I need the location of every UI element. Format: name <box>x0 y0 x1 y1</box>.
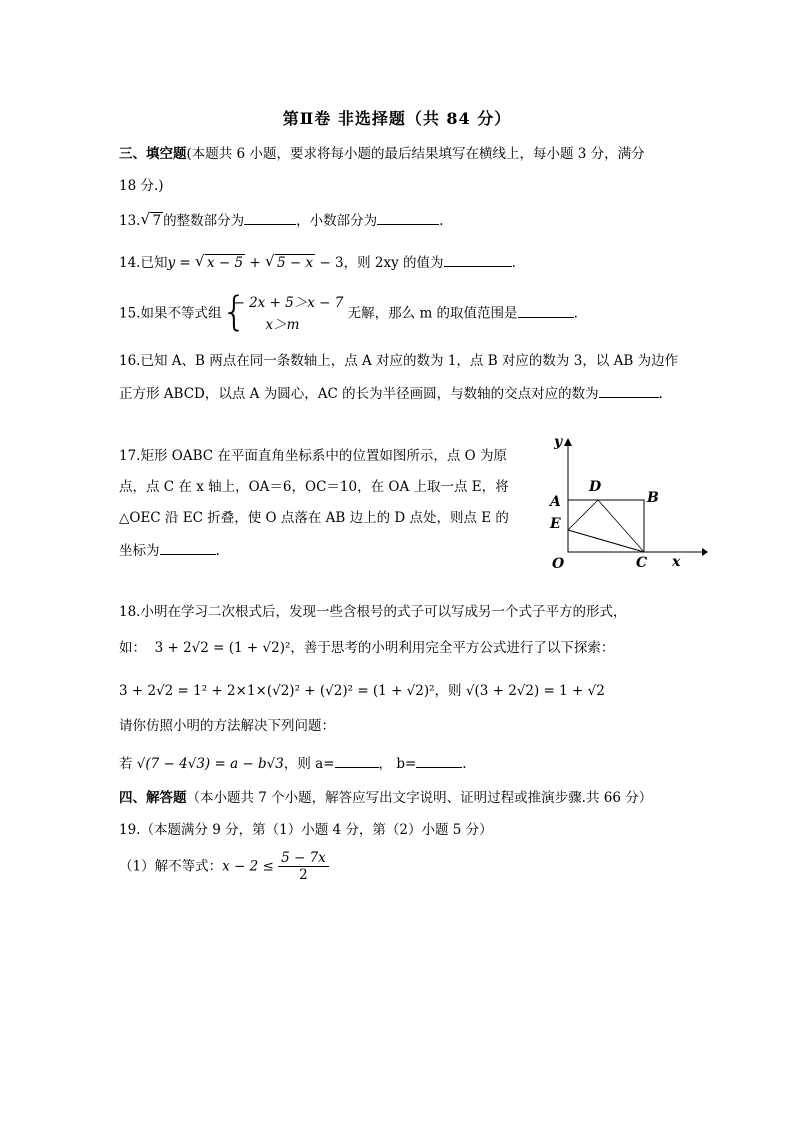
question-14: 14.已知y = √ x − 5 + √ 5 − x − 3，则 2xy 的值为 . <box>119 252 516 273</box>
label-d: D <box>589 479 602 495</box>
section3-heading: 三、填空题 <box>119 146 187 162</box>
rectangle-figure <box>540 432 710 582</box>
sqrt-7: √ 7 <box>140 211 163 231</box>
segment-dc <box>598 500 644 552</box>
section4-intro: 四、解答题（本小题共 7 个小题，解答应写出文字说明、证明过程或推演步骤.共 66 分） <box>119 790 653 806</box>
label-e: E <box>550 516 561 532</box>
segment-ec <box>568 530 644 552</box>
fraction: $\frac{5 - 7x}{2}$ <box>278 850 329 883</box>
x-axis-arrow-icon <box>702 548 708 556</box>
brace-icon: { <box>221 289 247 335</box>
question-18-line4: 请你仿照小明的方法解决下列问题： <box>119 718 335 734</box>
q16-blank[interactable] <box>599 383 659 398</box>
question-16-line1: 16.已知 A、B 两点在同一条数轴上，点 A 对应的数为 1，点 B 对应的数为 3，以 AB 为边作 <box>119 353 679 369</box>
question-17-line1: 17.矩形 OABC 在平面直角坐标系中的位置如图所示，点 O 为原 <box>119 448 508 464</box>
q15-blank[interactable] <box>518 303 574 318</box>
question-15: 15.如果不等式组 { − 2x + 5＞x − 7 x＞m 无解，那么 m 的取值范围是 . <box>119 289 578 335</box>
q18-blank-b[interactable] <box>416 753 462 768</box>
label-x: x <box>672 554 681 570</box>
question-19-header: 19.（本题满分 9 分，第（1）小题 4 分，第（2）小题 5 分） <box>119 822 493 838</box>
question-17-line3: △OEC 沿 EC 折叠，使 O 点落在 AB 边上的 D 点处，则点 E 的 <box>119 510 509 526</box>
section4-heading: 四、解答题 <box>119 790 187 806</box>
rectangle-oabc <box>568 500 644 552</box>
label-a: A <box>550 494 561 510</box>
q13-blank-2[interactable] <box>377 210 439 225</box>
q14-blank[interactable] <box>444 252 512 267</box>
question-17-line2: 点，点 C 在 x 轴上，OA＝6，OC＝10，在 OA 上取一点 E，将 <box>119 479 509 495</box>
label-c: C <box>636 555 648 571</box>
question-16-line2: 正方形 ABCD，以点 A 为圆心，AC 的长为半径画圆，与数轴的交点对应的数为 . <box>119 383 663 404</box>
section3-intro-cont: 18 分.) <box>119 178 164 194</box>
q17-blank[interactable] <box>160 540 216 555</box>
question-18-line1: 18.小明在学习二次根式后，发现一些含根号的式子可以写成另一个式子平方的形式， <box>119 604 627 620</box>
y-axis-arrow-icon <box>564 438 572 446</box>
segment-ed <box>568 500 598 530</box>
label-y: y <box>554 434 563 450</box>
question-18-line2: 如： 3 + 2√2 = (1 + √2)²，善于思考的小明利用完全平方公式进行了以下探索： <box>119 640 615 656</box>
question-18-line3: 3 + 2√2 = 1² + 2×1×(√2)² + (√2)² = (1 + √2)²，则 √(3 + 2√2) = 1 + √2 <box>119 683 605 699</box>
question-19-part1: （1）解不等式：x − 2 ≤ $\frac{5 - 7x}{2}$ <box>119 850 329 883</box>
question-17-line4: 坐标为 . <box>119 540 220 561</box>
section-title: 第Ⅱ卷 非选择题（共 84 分） <box>282 109 512 128</box>
question-13: 13.√ 7 的整数部分为 ，小数部分为 . <box>119 210 443 231</box>
question-18-line5: 若 √(7 − 4√3) = a − b√3，则 a= ， b= . <box>119 753 467 774</box>
label-o: O <box>552 556 565 572</box>
inequality-system: { − 2x + 5＞x − 7 x＞m <box>221 289 344 335</box>
q13-blank-1[interactable] <box>244 210 296 225</box>
section3-intro: 三、填空题(本题共 6 小题，要求将每小题的最后结果填写在横线上，每小题 3 分，满分 <box>119 146 645 162</box>
q18-blank-a[interactable] <box>335 753 379 768</box>
label-b: B <box>647 490 659 506</box>
